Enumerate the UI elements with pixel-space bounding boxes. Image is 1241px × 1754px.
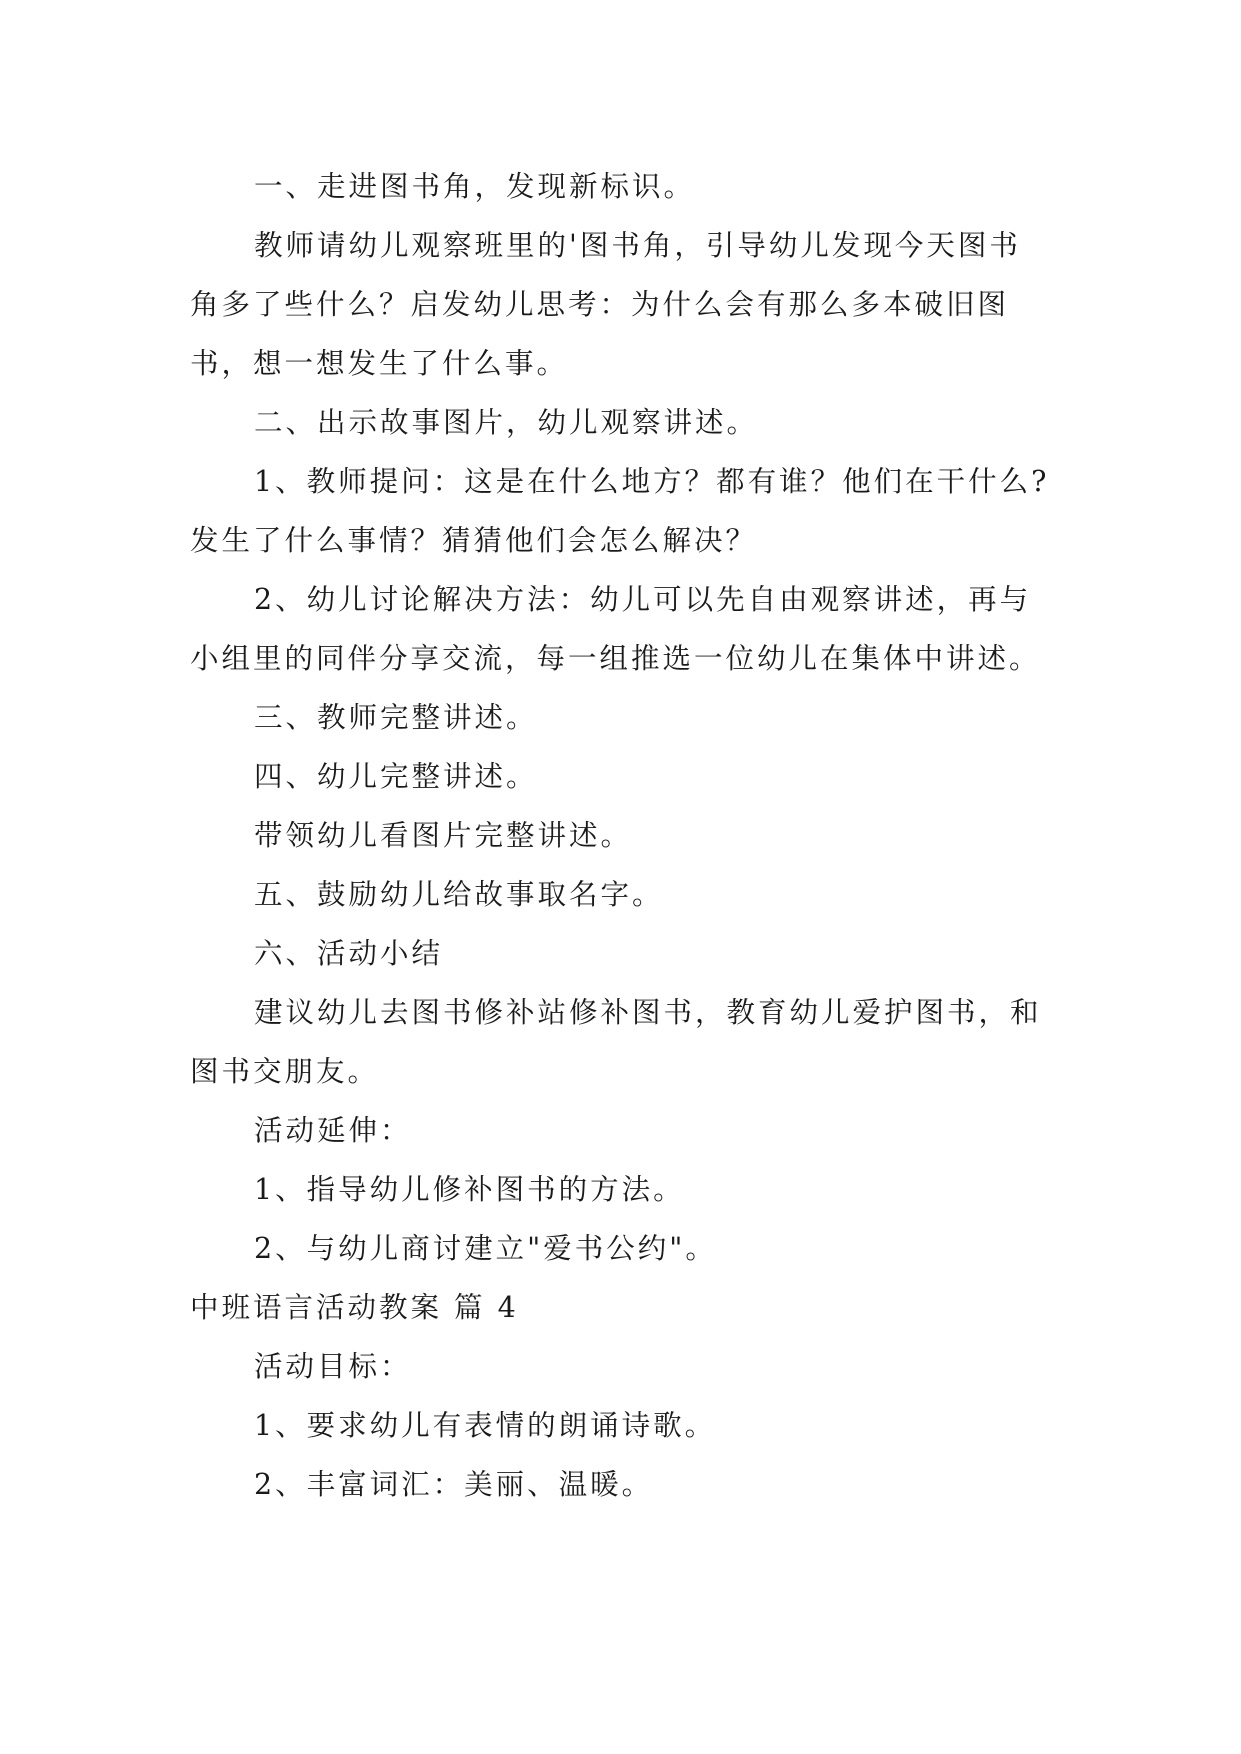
paragraph: 建议幼儿去图书修补站修补图书，教育幼儿爱护图书，和图书交朋友。 xyxy=(190,996,1042,1088)
section-heading-1: 一、走进图书角，发现新标识。 xyxy=(254,170,696,203)
section-heading-3: 三、教师完整讲述。 xyxy=(254,701,538,734)
subheading-extension: 活动延伸： xyxy=(254,1114,412,1147)
subheading-goals: 活动目标： xyxy=(254,1350,412,1383)
list-item: 1、要求幼儿有表情的朗诵诗歌。 xyxy=(254,1409,717,1442)
section-heading-5: 五、鼓励幼儿给故事取名字。 xyxy=(254,878,664,911)
paragraph: 教师请幼儿观察班里的'图书角，引导幼儿发现今天图书角多了些什么？启发幼儿思考：为什么会有那么多本破旧图书，想一想发生了什么事。 xyxy=(190,229,1021,380)
section-heading-4: 四、幼儿完整讲述。 xyxy=(254,760,538,793)
list-item: 2、与幼儿商讨建立"爱书公约"。 xyxy=(254,1232,717,1265)
list-item: 2、幼儿讨论解决方法：幼儿可以先自由观察讲述，再与小组里的同伴分享交流，每一组推选一位幼儿在集体中讲述。 xyxy=(190,583,1041,675)
list-item: 1、指导幼儿修补图书的方法。 xyxy=(254,1173,685,1206)
list-item: 1、教师提问：这是在什么地方？都有谁？他们在干什么?发生了什么事情？猜猜他们会怎么解决？ xyxy=(190,465,1050,557)
paragraph: 带领幼儿看图片完整讲述。 xyxy=(254,819,633,852)
list-item: 2、丰富词汇：美丽、温暖。 xyxy=(254,1468,654,1501)
chapter-title: 中班语言活动教案 篇 4 xyxy=(190,1291,519,1324)
section-heading-6: 六、活动小结 xyxy=(254,937,444,970)
section-heading-2: 二、出示故事图片，幼儿观察讲述。 xyxy=(254,406,759,439)
document-body xyxy=(190,157,1050,1514)
